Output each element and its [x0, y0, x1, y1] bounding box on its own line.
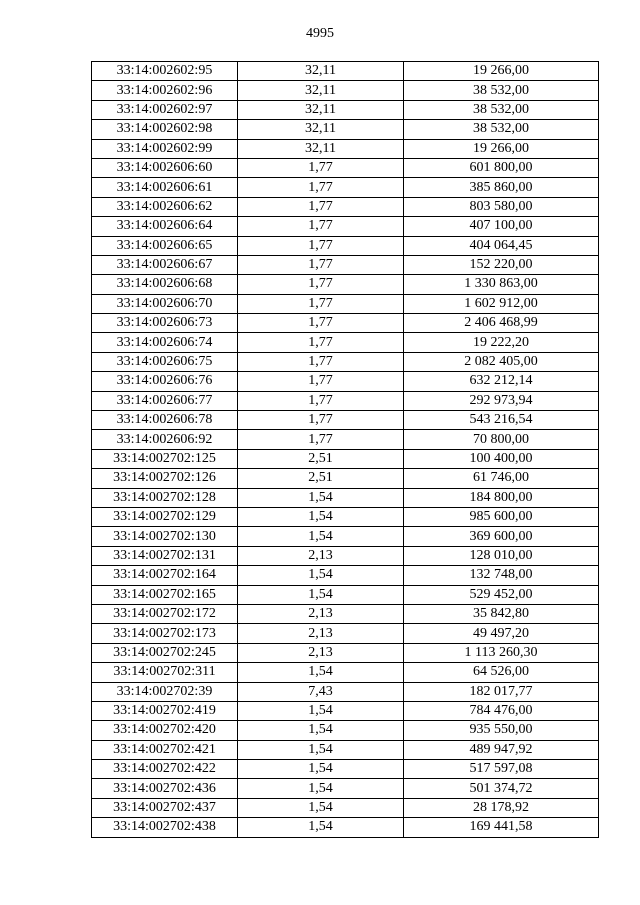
rate-cell: 1,77: [238, 333, 404, 352]
rate-cell: 1,77: [238, 391, 404, 410]
rate-cell: 1,54: [238, 701, 404, 720]
table-row: [92, 546, 599, 565]
table-row: [92, 255, 599, 274]
rate-cell: 1,54: [238, 721, 404, 740]
table-row: [92, 643, 599, 662]
value-cell: 601 800,00: [404, 158, 599, 177]
table-row: [92, 333, 599, 352]
table-row: [92, 566, 599, 585]
rate-cell: 1,77: [238, 236, 404, 255]
cadastral-number-cell: 33:14:002606:73: [92, 314, 238, 333]
cadastral-number-cell: 33:14:002606:67: [92, 255, 238, 274]
cadastral-number-cell: 33:14:002702:422: [92, 760, 238, 779]
cadastral-number-cell: 33:14:002602:97: [92, 100, 238, 119]
table-row: [92, 430, 599, 449]
rate-cell: 1,54: [238, 663, 404, 682]
table-row: [92, 527, 599, 546]
value-cell: 803 580,00: [404, 197, 599, 216]
table-row: [92, 391, 599, 410]
rate-cell: 1,54: [238, 585, 404, 604]
table-row: [92, 294, 599, 313]
cadastral-number-cell: 33:14:002606:65: [92, 236, 238, 255]
cadastral-number-cell: 33:14:002702:39: [92, 682, 238, 701]
rate-cell: 2,13: [238, 624, 404, 643]
table-row: [92, 721, 599, 740]
table-row: [92, 779, 599, 798]
cadastral-number-cell: 33:14:002606:70: [92, 294, 238, 313]
value-cell: 35 842,80: [404, 604, 599, 623]
table-row: [92, 760, 599, 779]
cadastral-number-cell: 33:14:002702:437: [92, 798, 238, 817]
rate-cell: 1,77: [238, 430, 404, 449]
table-row: [92, 798, 599, 817]
cadastral-number-cell: 33:14:002702:130: [92, 527, 238, 546]
table-row: [92, 682, 599, 701]
value-cell: 385 860,00: [404, 178, 599, 197]
value-cell: 19 222,20: [404, 333, 599, 352]
cadastral-value-table: [91, 61, 599, 838]
rate-cell: 1,54: [238, 798, 404, 817]
cadastral-number-cell: 33:14:002702:125: [92, 449, 238, 468]
table-row: [92, 507, 599, 526]
table-row: [92, 314, 599, 333]
table-row: [92, 217, 599, 236]
cadastral-number-cell: 33:14:002602:95: [92, 62, 238, 81]
rate-cell: 1,77: [238, 255, 404, 274]
table-row: [92, 81, 599, 100]
table-row: [92, 275, 599, 294]
rate-cell: 1,77: [238, 158, 404, 177]
table-row: [92, 236, 599, 255]
rate-cell: 1,77: [238, 275, 404, 294]
cadastral-number-cell: 33:14:002702:311: [92, 663, 238, 682]
value-cell: 517 597,08: [404, 760, 599, 779]
cadastral-number-cell: 33:14:002702:173: [92, 624, 238, 643]
cadastral-number-cell: 33:14:002702:245: [92, 643, 238, 662]
value-cell: 38 532,00: [404, 81, 599, 100]
rate-cell: 1,77: [238, 314, 404, 333]
value-cell: 128 010,00: [404, 546, 599, 565]
value-cell: 28 178,92: [404, 798, 599, 817]
cadastral-number-cell: 33:14:002606:74: [92, 333, 238, 352]
cadastral-number-cell: 33:14:002702:436: [92, 779, 238, 798]
rate-cell: 1,54: [238, 507, 404, 526]
table-row: [92, 701, 599, 720]
table-row: [92, 158, 599, 177]
value-cell: 292 973,94: [404, 391, 599, 410]
rate-cell: 32,11: [238, 81, 404, 100]
table-row: [92, 469, 599, 488]
value-cell: 100 400,00: [404, 449, 599, 468]
value-cell: 61 746,00: [404, 469, 599, 488]
value-cell: 369 600,00: [404, 527, 599, 546]
cadastral-number-cell: 33:14:002602:96: [92, 81, 238, 100]
rate-cell: 2,51: [238, 449, 404, 468]
rate-cell: 32,11: [238, 120, 404, 139]
rate-cell: 2,13: [238, 643, 404, 662]
table-row: [92, 449, 599, 468]
value-cell: 184 800,00: [404, 488, 599, 507]
rate-cell: 1,54: [238, 760, 404, 779]
cadastral-number-cell: 33:14:002702:419: [92, 701, 238, 720]
cadastral-number-cell: 33:14:002702:131: [92, 546, 238, 565]
table-row: [92, 372, 599, 391]
rate-cell: 1,54: [238, 779, 404, 798]
value-cell: 38 532,00: [404, 120, 599, 139]
cadastral-number-cell: 33:14:002602:98: [92, 120, 238, 139]
cadastral-number-cell: 33:14:002606:75: [92, 352, 238, 371]
table-body: [92, 62, 599, 838]
value-cell: 1 330 863,00: [404, 275, 599, 294]
value-cell: 1 602 912,00: [404, 294, 599, 313]
value-cell: 632 212,14: [404, 372, 599, 391]
cadastral-number-cell: 33:14:002702:438: [92, 818, 238, 837]
rate-cell: 32,11: [238, 62, 404, 81]
rate-cell: 2,51: [238, 469, 404, 488]
rate-cell: 32,11: [238, 139, 404, 158]
value-cell: 64 526,00: [404, 663, 599, 682]
cadastral-number-cell: 33:14:002606:68: [92, 275, 238, 294]
value-cell: 1 113 260,30: [404, 643, 599, 662]
value-cell: 152 220,00: [404, 255, 599, 274]
rate-cell: 1,54: [238, 566, 404, 585]
rate-cell: 1,54: [238, 488, 404, 507]
cadastral-number-cell: 33:14:002702:164: [92, 566, 238, 585]
table-row: [92, 197, 599, 216]
value-cell: 49 497,20: [404, 624, 599, 643]
table-row: [92, 120, 599, 139]
cadastral-number-cell: 33:14:002606:60: [92, 158, 238, 177]
cadastral-number-cell: 33:14:002702:172: [92, 604, 238, 623]
value-cell: 2 082 405,00: [404, 352, 599, 371]
rate-cell: 1,77: [238, 178, 404, 197]
rate-cell: 1,77: [238, 197, 404, 216]
rate-cell: 1,77: [238, 411, 404, 430]
rate-cell: 1,77: [238, 352, 404, 371]
page-number: 4995: [306, 26, 334, 41]
table-row: [92, 139, 599, 158]
value-cell: 784 476,00: [404, 701, 599, 720]
cadastral-number-cell: 33:14:002606:64: [92, 217, 238, 236]
rate-cell: 2,13: [238, 604, 404, 623]
value-cell: 501 374,72: [404, 779, 599, 798]
value-cell: 182 017,77: [404, 682, 599, 701]
rate-cell: 1,54: [238, 818, 404, 837]
cadastral-number-cell: 33:14:002702:165: [92, 585, 238, 604]
cadastral-number-cell: 33:14:002606:77: [92, 391, 238, 410]
value-cell: 132 748,00: [404, 566, 599, 585]
cadastral-number-cell: 33:14:002702:128: [92, 488, 238, 507]
cadastral-number-cell: 33:14:002606:76: [92, 372, 238, 391]
cadastral-number-cell: 33:14:002606:62: [92, 197, 238, 216]
value-cell: 404 064,45: [404, 236, 599, 255]
cadastral-number-cell: 33:14:002702:129: [92, 507, 238, 526]
rate-cell: 2,13: [238, 546, 404, 565]
value-cell: 70 800,00: [404, 430, 599, 449]
value-cell: 169 441,58: [404, 818, 599, 837]
table-row: [92, 624, 599, 643]
rate-cell: 1,77: [238, 372, 404, 391]
value-cell: 407 100,00: [404, 217, 599, 236]
table-row: [92, 818, 599, 837]
rate-cell: 1,77: [238, 217, 404, 236]
value-cell: 2 406 468,99: [404, 314, 599, 333]
value-cell: 38 532,00: [404, 100, 599, 119]
value-cell: 529 452,00: [404, 585, 599, 604]
cadastral-number-cell: 33:14:002606:61: [92, 178, 238, 197]
cadastral-number-cell: 33:14:002602:99: [92, 139, 238, 158]
rate-cell: 1,54: [238, 527, 404, 546]
rate-cell: 32,11: [238, 100, 404, 119]
value-cell: 19 266,00: [404, 139, 599, 158]
table-row: [92, 178, 599, 197]
rate-cell: 1,54: [238, 740, 404, 759]
table-row: [92, 604, 599, 623]
table-row: [92, 100, 599, 119]
table-row: [92, 411, 599, 430]
cadastral-number-cell: 33:14:002606:78: [92, 411, 238, 430]
cadastral-number-cell: 33:14:002702:126: [92, 469, 238, 488]
table-row: [92, 740, 599, 759]
value-cell: 489 947,92: [404, 740, 599, 759]
rate-cell: 1,77: [238, 294, 404, 313]
table-row: [92, 488, 599, 507]
table-row: [92, 585, 599, 604]
table-row: [92, 663, 599, 682]
value-cell: 543 216,54: [404, 411, 599, 430]
table-row: [92, 352, 599, 371]
value-cell: 935 550,00: [404, 721, 599, 740]
value-cell: 19 266,00: [404, 62, 599, 81]
rate-cell: 7,43: [238, 682, 404, 701]
cadastral-number-cell: 33:14:002606:92: [92, 430, 238, 449]
cadastral-number-cell: 33:14:002702:421: [92, 740, 238, 759]
value-cell: 985 600,00: [404, 507, 599, 526]
cadastral-number-cell: 33:14:002702:420: [92, 721, 238, 740]
table-row: [92, 62, 599, 81]
